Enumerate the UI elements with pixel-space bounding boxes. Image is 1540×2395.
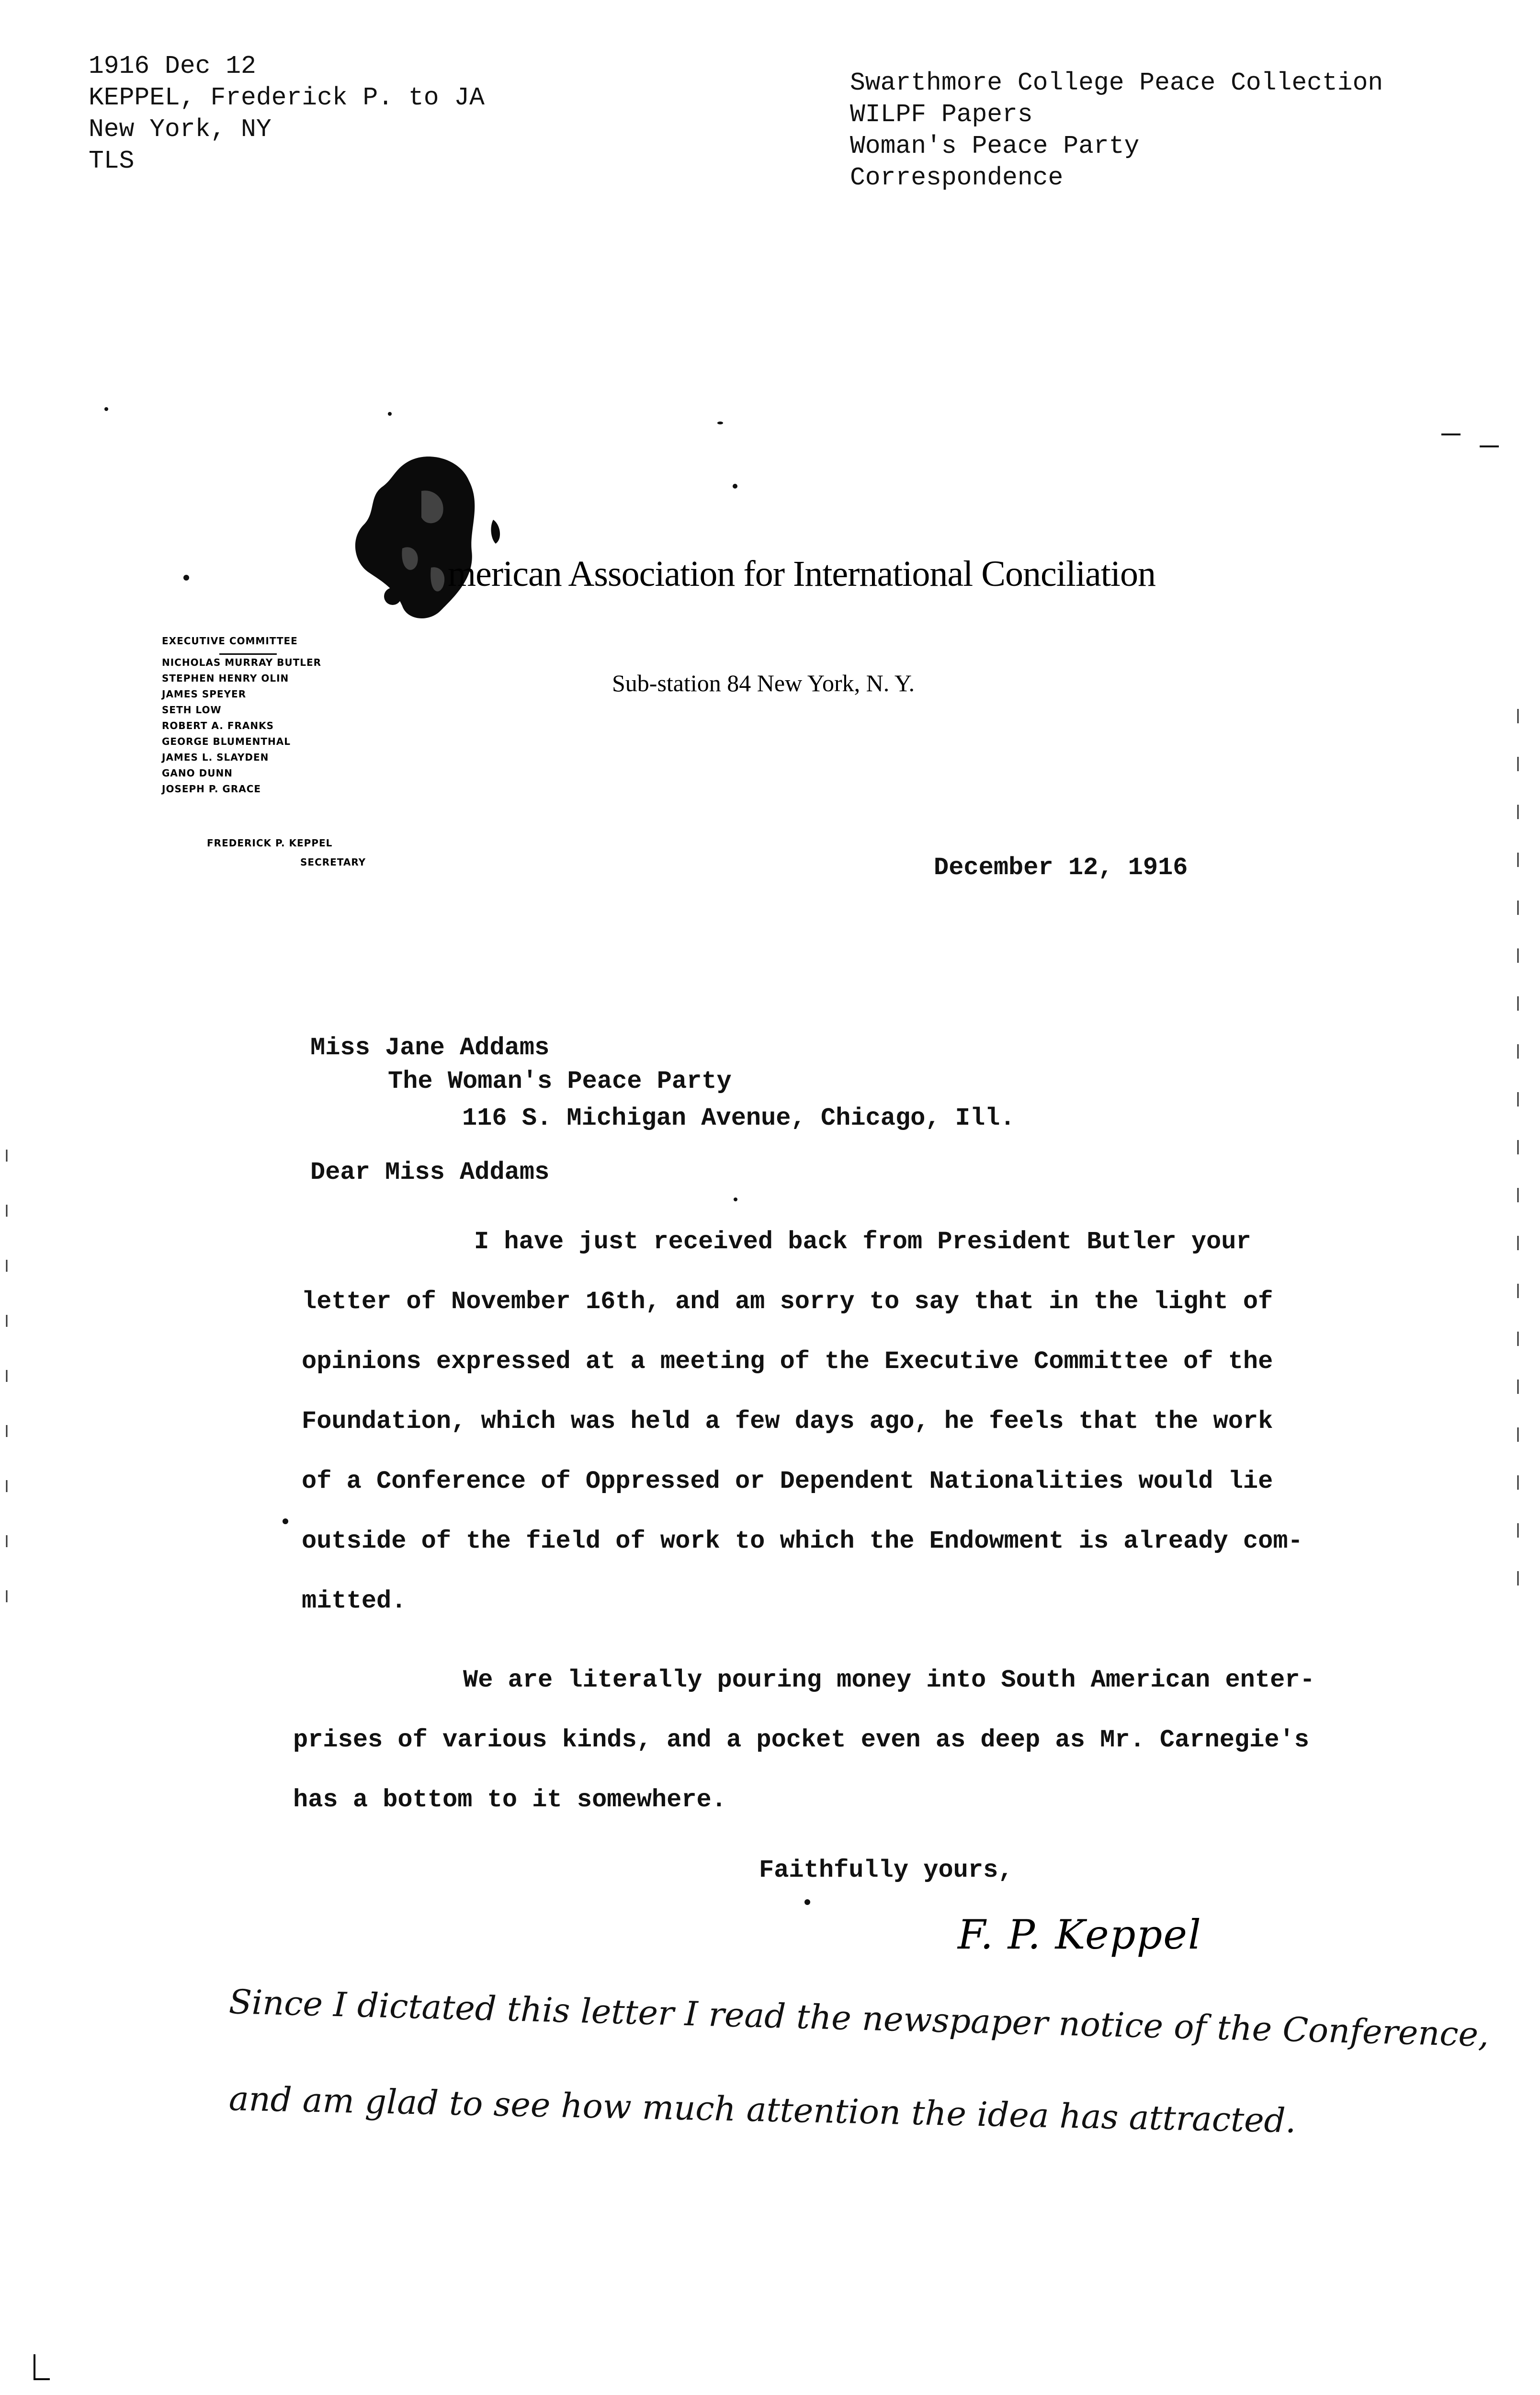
archive-line: Swarthmore College Peace Collection <box>850 68 1383 97</box>
scan-corner-mark <box>34 2354 50 2380</box>
scan-speck <box>283 1518 288 1524</box>
closing: Faithfully yours, <box>759 1856 1013 1884</box>
archive-line: Woman's Peace Party <box>850 132 1140 160</box>
committee-members <box>162 655 321 797</box>
paragraph-line: mitted. <box>302 1587 407 1615</box>
committee-member: GEORGE BLUMENTHAL <box>162 736 291 747</box>
paragraph-line: I have just received back from President Butler your <box>474 1228 1251 1256</box>
paragraph-line: Foundation, which was held a few days ago, he feels that the work <box>302 1407 1273 1436</box>
letterhead-address: Sub-station 84 New York, N. Y. <box>612 670 915 696</box>
paragraph-line: prises of various kinds, and a pocket even as deep as Mr. Carnegie's <box>293 1726 1309 1754</box>
scan-speck <box>388 412 392 416</box>
archive-line: KEPPEL, Frederick P. to JA <box>89 83 485 112</box>
committee-member: ROBERT A. FRANKS <box>162 720 274 731</box>
paragraph-line: We are literally pouring money into South American enter- <box>463 1666 1315 1694</box>
archive-line: 1916 Dec 12 <box>89 52 256 80</box>
paragraph-line: opinions expressed at a meeting of the Executive Committee of the <box>302 1347 1273 1376</box>
scan-speck <box>733 484 737 489</box>
scan-speck <box>1480 445 1499 447</box>
secretary-name: FREDERICK P. KEPPEL <box>207 837 333 849</box>
committee-heading: EXECUTIVE COMMITTEE <box>162 633 321 649</box>
paragraph-line: letter of November 16th, and am sorry to say that in the light of <box>302 1288 1273 1316</box>
handwritten-postscript-line: and am glad to see how much attention the idea has attracted. <box>228 2079 1297 2141</box>
archive-line: New York, NY <box>89 115 272 144</box>
scan-speck <box>183 575 189 581</box>
archive-metadata-right <box>850 67 1383 194</box>
salutation: Dear Miss Addams <box>310 1158 550 1186</box>
scan-speck <box>1441 433 1461 435</box>
committee-member: SETH LOW <box>162 704 222 716</box>
recipient-name: Miss Jane Addams <box>310 1034 550 1062</box>
body-paragraph-1 <box>302 1212 1303 1631</box>
archive-line: TLS <box>89 147 135 175</box>
scan-speck <box>734 1198 737 1201</box>
paragraph-line: has a bottom to it somewhere. <box>293 1786 726 1814</box>
committee-member: JOSEPH P. GRACE <box>162 783 261 795</box>
handwritten-postscript-line: Since I dictated this letter I read the newspaper notice of the Conference, <box>228 1982 1490 2054</box>
scan-edge-left <box>6 1150 8 1629</box>
body-paragraph-2 <box>293 1650 1315 1830</box>
archive-metadata-left <box>89 50 485 177</box>
scan-speck <box>717 422 723 424</box>
recipient-address: 116 S. Michigan Avenue, Chicago, Ill. <box>462 1104 1015 1132</box>
letter-date: December 12, 1916 <box>934 854 1188 882</box>
secretary-title: SECRETARY <box>300 856 366 868</box>
handwritten-signature: F. P. Keppel <box>958 1911 1202 1958</box>
scan-speck <box>804 1899 810 1905</box>
paragraph-line: outside of the field of work to which the Endowment is already com- <box>302 1527 1303 1555</box>
committee-member: JAMES L. SLAYDEN <box>162 752 269 763</box>
scan-speck <box>104 407 108 411</box>
archive-line: Correspondence <box>850 163 1064 192</box>
organization-name: merican Association for International Conciliation <box>448 554 1156 594</box>
archive-line: WILPF Papers <box>850 100 1033 129</box>
executive-committee <box>162 633 321 797</box>
recipient-organization: The Woman's Peace Party <box>388 1067 732 1095</box>
secretary-block <box>207 833 366 872</box>
committee-member: STEPHEN HENRY OLIN <box>162 673 289 684</box>
globe-seal-icon <box>350 453 508 625</box>
paragraph-line: of a Conference of Oppressed or Dependent Nationalities would lie <box>302 1467 1273 1495</box>
committee-member: JAMES SPEYER <box>162 688 247 700</box>
committee-member: NICHOLAS MURRAY BUTLER <box>162 657 322 668</box>
scan-edge-right <box>1517 709 1519 1619</box>
committee-member: GANO DUNN <box>162 767 233 779</box>
